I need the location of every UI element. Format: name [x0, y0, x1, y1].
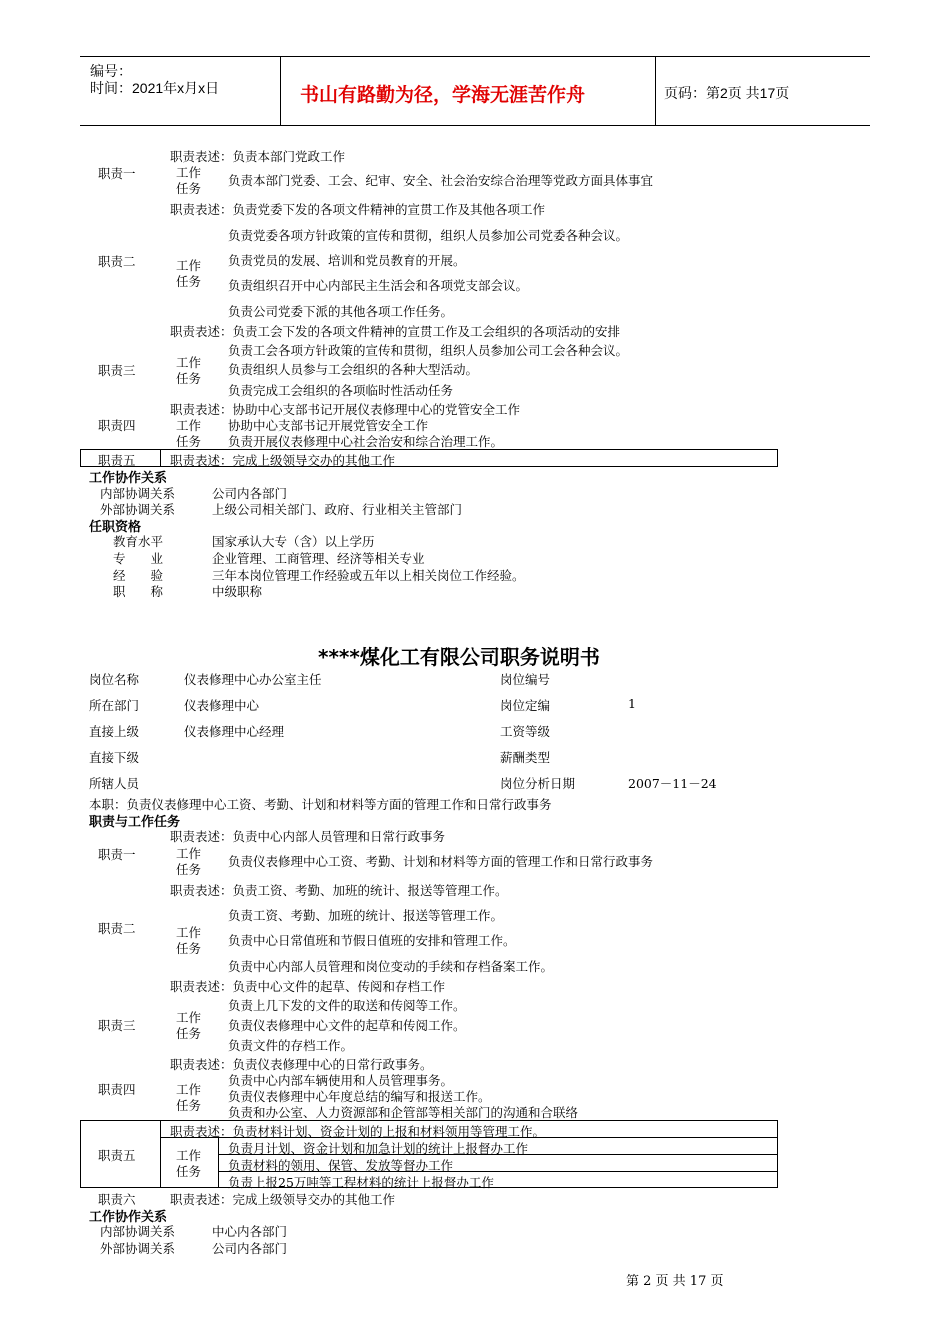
table-border [777, 449, 778, 467]
info-key: 直接上级 [89, 724, 140, 739]
task-item: 协助中心支部书记开展党管安全工作 [228, 418, 429, 433]
coop-value: 公司内各部门 [212, 486, 288, 501]
task-label: 工作 [176, 355, 202, 370]
duty-label: 职责四 [98, 1082, 136, 1097]
task-label: 工作 [176, 1148, 202, 1163]
task-item: 负责文件的存档工作。 [228, 1038, 354, 1053]
task-item: 负责仪表修理中心文件的起草和传阅工作。 [228, 1018, 466, 1033]
duty-description: 职责表述：协助中心支部书记开展仪表修理中心的党管安全工作 [170, 402, 521, 417]
info-key: 薪酬类型 [500, 750, 551, 765]
info-value: 仪表修理中心办公室主任 [184, 672, 322, 687]
duty-description: 职责表述：负责本部门党政工作 [170, 149, 346, 164]
duty-label: 职责三 [98, 363, 136, 378]
qual-value: 三年本岗位管理工作经验或五年以上相关岗位工作经验。 [212, 568, 525, 583]
qual-key: 职 称 [113, 584, 164, 599]
task-item: 负责党员的发展、培训和党员教育的开展。 [228, 253, 466, 268]
task-item: 负责党委各项方针政策的宣传和贯彻，组织人员参加公司党委各种会议。 [228, 228, 629, 243]
info-value: 仪表修理中心经理 [184, 724, 285, 739]
duty-label: 职责一 [98, 166, 136, 181]
task-label: 任务 [176, 1026, 202, 1041]
task-item: 负责中心日常值班和节假日值班的安排和管理工作。 [228, 933, 516, 948]
section-heading: 职责与工作任务 [89, 814, 181, 829]
info-key: 所在部门 [89, 698, 140, 713]
task-label: 工作 [176, 258, 202, 273]
info-key: 岗位分析日期 [500, 776, 576, 791]
header-divider [655, 57, 656, 125]
duty-description: 职责表述：负责工资、考勤、加班的统计、报送等管理工作。 [170, 883, 508, 898]
task-item: 负责本部门党委、工会、纪审、安全、社会治安综合治理等党政方面具体事宜 [228, 173, 654, 188]
coop-key: 内部协调关系 [100, 486, 176, 501]
task-label: 任务 [176, 862, 202, 877]
task-item: 负责组织召开中心内部民主生活会和各项党支部会议。 [228, 278, 529, 293]
qual-key: 经 验 [113, 568, 164, 583]
task-item: 负责组织人员参与工会组织的各种大型活动。 [228, 362, 479, 377]
task-item: 负责仪表修理中心年度总结的编写和报送工作。 [228, 1089, 491, 1104]
info-value: 仪表修理中心 [184, 698, 260, 713]
info-key: 所辖人员 [89, 776, 140, 791]
document-title: ****煤化工有限公司职务说明书 [318, 645, 600, 669]
task-item: 负责工会各项方针政策的宣传和贯彻，组织人员参加公司工会各种会议。 [228, 343, 629, 358]
info-key: 直接下级 [89, 750, 140, 765]
table-border [80, 449, 778, 450]
info-key: 岗位名称 [89, 672, 140, 687]
qual-value: 企业管理、工商管理、经济等相关专业 [212, 551, 425, 566]
info-value: 1 [628, 696, 636, 711]
coop-value: 中心内各部门 [212, 1224, 288, 1239]
task-item: 负责仪表修理中心工资、考勤、计划和材料等方面的管理工作和日常行政事务 [228, 854, 654, 869]
duty-label: 职责六 [98, 1192, 136, 1207]
task-item: 负责上报25万吨等工程材料的统计上报督办工作 [228, 1175, 494, 1190]
qual-value: 中级职称 [212, 584, 263, 599]
job-summary: 本职：负责仪表修理中心工资、考勤、计划和材料等方面的管理工作和日常行政事务 [89, 797, 552, 812]
duty-label: 职责二 [98, 921, 136, 936]
info-key: 岗位编号 [500, 672, 551, 687]
task-item: 负责月计划、资金计划和加急计划的统计上报督办工作 [228, 1141, 529, 1156]
info-key: 工资等级 [500, 724, 551, 739]
task-item: 负责和办公室、人力资源部和企管部等相关部门的沟通和合联络 [228, 1105, 579, 1120]
qual-value: 国家承认大专（含）以上学历 [212, 534, 375, 549]
task-label: 任务 [176, 274, 202, 289]
duty-label: 职责三 [98, 1018, 136, 1033]
info-value: 2007－11－24 [628, 776, 717, 791]
task-label: 任务 [176, 1098, 202, 1113]
duty-description: 职责表述：负责中心文件的起草、传阅和存档工作 [170, 979, 446, 994]
task-item: 负责工资、考勤、加班的统计、报送等管理工作。 [228, 908, 504, 923]
table-border [218, 1137, 219, 1188]
duty-description: 职责表述：完成上级领导交办的其他工作 [170, 1192, 396, 1207]
task-label: 任务 [176, 941, 202, 956]
section-heading: 任职资格 [89, 519, 142, 534]
table-border [80, 1120, 81, 1188]
task-label: 工作 [176, 418, 202, 433]
task-item: 负责材料的领用、保管、发放等督办工作 [228, 1158, 454, 1173]
task-label: 任务 [176, 1164, 202, 1179]
duty-label: 职责一 [98, 847, 136, 862]
coop-key: 内部协调关系 [100, 1224, 176, 1239]
coop-value: 上级公司相关部门、政府、行业相关主管部门 [212, 502, 463, 517]
header-divider [280, 57, 281, 125]
section-heading: 工作协作关系 [89, 470, 168, 485]
document-time-label: 时间：2021年x月x日 [90, 80, 220, 96]
coop-value: 公司内各部门 [212, 1241, 288, 1256]
coop-key: 外部协调关系 [100, 1241, 176, 1256]
table-border [160, 1120, 161, 1188]
document-number-label: 编号： [90, 63, 132, 79]
duty-label: 职责五 [98, 453, 136, 468]
qual-key: 专 业 [113, 551, 164, 566]
table-border [160, 449, 161, 467]
task-item: 负责开展仪表修理中心社会治安和综合治理工作。 [228, 434, 504, 449]
duty-description: 职责表述：负责仪表修理中心的日常行政事务。 [170, 1057, 433, 1072]
duty-label: 职责五 [98, 1148, 136, 1163]
coop-key: 外部协调关系 [100, 502, 176, 517]
duty-description: 职责表述：负责中心内部人员管理和日常行政事务 [170, 829, 446, 844]
duty-description: 职责表述：负责工会下发的各项文件精神的宣贯工作及工会组织的各项活动的安排 [170, 324, 621, 339]
page-info: 页码：第2页 共17页 [664, 85, 790, 101]
task-label: 工作 [176, 1010, 202, 1025]
duty-label: 职责二 [98, 254, 136, 269]
task-label: 工作 [176, 925, 202, 940]
task-label: 工作 [176, 165, 202, 180]
info-key: 岗位定编 [500, 698, 551, 713]
page-footer: 第 2 页 共 17 页 [626, 1274, 724, 1289]
task-label: 工作 [176, 1082, 202, 1097]
duty-description: 职责表述：负责材料计划、资金计划的上报和材料领用等管理工作。 [170, 1124, 546, 1139]
task-item: 负责完成工会组织的各项临时性活动任务 [228, 383, 454, 398]
duty-label: 职责四 [98, 418, 136, 433]
qual-key: 教育水平 [113, 534, 164, 549]
task-label: 任务 [176, 434, 202, 449]
task-item: 负责中心内部人员管理和岗位变动的手续和存档备案工作。 [228, 959, 554, 974]
task-label: 工作 [176, 846, 202, 861]
table-border [80, 1120, 778, 1121]
task-item: 负责公司党委下派的其他各项工作任务。 [228, 304, 454, 319]
duty-description: 职责表述：完成上级领导交办的其他工作 [170, 453, 396, 468]
header-motto: 书山有路勤为径，学海无涯苦作舟 [300, 84, 586, 106]
duty-description: 职责表述：负责党委下发的各项文件精神的宣贯工作及其他各项工作 [170, 202, 546, 217]
task-item: 负责中心内部车辆使用和人员管理事务。 [228, 1073, 454, 1088]
task-label: 任务 [176, 181, 202, 196]
task-item: 负责上几下发的文件的取送和传阅等工作。 [228, 998, 466, 1013]
task-label: 任务 [176, 371, 202, 386]
table-border [80, 449, 81, 467]
section-heading: 工作协作关系 [89, 1209, 168, 1224]
